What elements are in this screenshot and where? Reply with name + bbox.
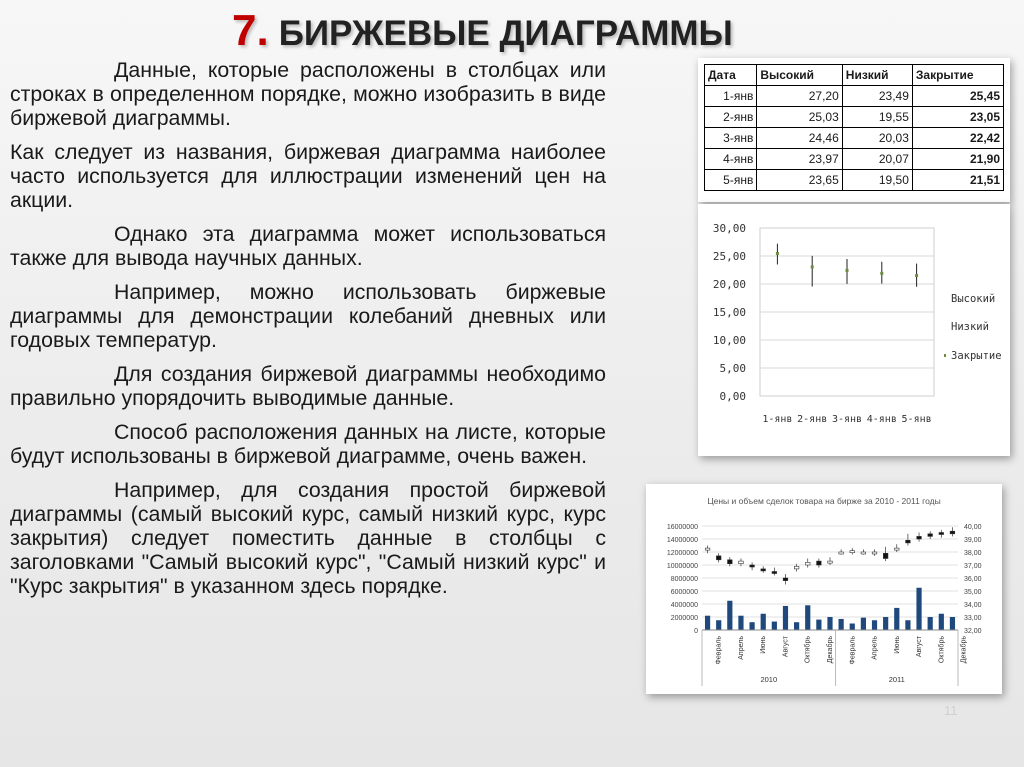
price-candle [939,533,944,535]
y-right-tick-label: 34,00 [964,602,982,609]
price-candle [705,548,710,550]
y-tick-label: 15,00 [712,306,746,319]
table-cell: 3-янв [705,128,757,149]
price-candle [950,531,955,534]
table-cell: 1-янв [705,86,757,107]
x-tick-label: 3-янв [831,414,863,425]
price-candle [716,556,721,560]
y-tick-label: 30,00 [712,222,746,235]
volume-bar [783,606,788,630]
price-candle [928,534,933,537]
table-cell: 23,97 [757,149,842,170]
price-candle [839,552,844,554]
volume-price-chart [646,484,1002,694]
volume-bar [794,622,799,630]
y-right-tick-label: 33,00 [964,615,982,622]
volume-bar [738,616,743,630]
x-tick-label: Октябрь [938,636,946,664]
paragraph: Однако эта диаграмма может использоваться также для вывода научных данных. [10,222,606,270]
y-right-tick-label: 35,00 [964,589,982,596]
volume-bar [861,618,866,630]
chart-title: Цены и объем сделок товара на бирже за 2010 - 2011 годы [707,496,941,506]
table-header-row [705,65,1004,86]
y-right-tick-label: 36,00 [964,576,982,583]
volume-bar [883,617,888,630]
stock-chart [698,204,1010,456]
x-tick-label: Февраль [849,636,857,665]
volume-bar [928,617,933,630]
x-tick-label: Август [916,636,924,658]
y-tick-label: 20,00 [712,278,746,291]
y-tick-label: 25,00 [712,250,746,263]
price-candle [817,561,822,565]
legend-label: Низкий [951,321,989,333]
y-right-tick-label: 38,00 [964,550,982,557]
x-tick-label: Август [782,636,790,658]
table-header-cell: Дата [705,65,757,86]
table-cell: 23,05 [912,107,1003,128]
price-candle [883,553,888,558]
paragraph: Для создания биржевой диаграммы необходимо правильно упорядочить выводимые данные. [10,362,606,410]
table-row [705,149,1004,170]
price-candle [739,561,744,564]
table-row [705,170,1004,191]
y-tick-label: 0,00 [719,390,746,403]
volume-bar [939,614,944,630]
legend-marker [944,354,946,357]
table-cell: 19,55 [842,107,912,128]
page-title [232,6,832,58]
x-tick-label: Июнь [893,636,901,654]
y-right-tick-label: 39,00 [964,537,982,544]
table-cell: 23,65 [757,170,842,191]
table-cell: 24,46 [757,128,842,149]
volume-bar [850,624,855,631]
legend-label: Высокий [951,293,996,305]
volume-bar [839,619,844,630]
y-left-tick-label: 12000000 [666,550,698,557]
table-row [705,128,1004,149]
paragraph: Способ расположения данных на листе, которые будут использованы в биржевой диаграмме, очень важен. [10,420,606,468]
price-candle [728,560,733,564]
x-tick-label: Апрель [871,636,879,660]
x-tick-label: 4-янв [866,414,897,425]
x-tick-label: 2-янв [797,414,828,425]
price-candle [805,562,810,565]
paragraph: Данные, которые расположены в столбцах или строках в определенном порядке, можно изобразить в виде биржевой диаграммы. [10,58,606,130]
y-left-tick-label: 10000000 [666,563,698,570]
stock-table [704,64,1004,191]
volume-bar [816,620,821,630]
x-tick-label: Декабрь [960,636,968,664]
stock-table-panel [698,58,1010,202]
table-row [705,107,1004,128]
table-cell: 23,49 [842,86,912,107]
y-tick-label: 5,00 [719,362,746,375]
close-point [811,265,814,268]
volume-bar [827,617,832,630]
y-left-tick-label: 6000000 [670,589,698,596]
x-tick-label: 5-янв [901,414,932,425]
price-candle [906,540,911,543]
title-number: 7. [232,6,269,55]
y-left-tick-label: 16000000 [666,524,698,531]
stock-chart-panel [698,204,1010,456]
price-candle [750,565,755,567]
y-tick-label: 10,00 [712,334,746,347]
table-header-cell: Высокий [757,65,842,86]
y-right-tick-label: 40,00 [964,524,982,531]
x-tick-label: Октябрь [804,636,812,664]
y-left-tick-label: 2000000 [670,615,698,622]
y-left-tick-label: 14000000 [666,537,698,544]
table-cell: 19,50 [842,170,912,191]
volume-bar [772,622,777,630]
y-left-tick-label: 4000000 [670,602,698,609]
volume-bar [894,608,899,630]
x-tick-label: Декабрь [827,636,834,664]
paragraph: Например, можно использовать биржевые диаграммы для демонстрации колебаний дневных или годовых температур. [10,280,606,352]
table-cell: 2-янв [705,107,757,128]
table-row [705,86,1004,107]
price-candle [894,548,899,550]
price-candle [772,572,777,574]
year-label: 2010 [760,675,778,684]
table-cell: 4-янв [705,149,757,170]
volume-bar [872,620,877,630]
volume-bar [727,601,732,630]
x-tick-label: Февраль [715,636,723,665]
table-cell: 25,45 [912,86,1003,107]
volume-bar [705,616,710,630]
table-cell: 21,51 [912,170,1003,191]
y-left-tick-label: 0 [694,628,698,635]
year-label: 2011 [888,675,905,684]
price-candle [783,578,788,581]
x-tick-label: Июнь [760,636,768,654]
price-candle [861,552,866,554]
table-header-cell: Низкий [842,65,912,86]
volume-bar [761,614,766,630]
page-number: 11 [944,703,958,718]
title-text: БИРЖЕВЫЕ ДИАГРАММЫ [278,14,733,53]
close-point [846,269,849,272]
y-right-tick-label: 37,00 [964,563,982,570]
table-cell: 22,42 [912,128,1003,149]
close-point [880,272,883,275]
price-candle [850,551,855,553]
body-text [10,58,606,608]
x-tick-label: Апрель [737,636,745,660]
volume-price-chart-panel [646,484,1002,694]
volume-bar [950,617,955,630]
y-left-tick-label: 8000000 [670,576,698,583]
table-cell: 25,03 [757,107,842,128]
volume-bar [916,588,921,630]
y-right-tick-label: 32,00 [964,628,982,635]
table-cell: 27,20 [757,86,842,107]
table-cell: 21,90 [912,149,1003,170]
x-tick-label: 1-янв [762,414,793,425]
paragraph: Как следует из названия, биржевая диаграмма наиболее часто используется для иллюстрации изменений цен на акции. [10,140,606,212]
table-cell: 20,07 [842,149,912,170]
price-candle [828,561,833,563]
price-candle [917,536,922,539]
volume-bar [805,605,810,630]
price-candle [761,569,766,571]
legend-label: Закрытие [951,350,1002,362]
close-point [915,274,918,277]
close-point [776,252,779,255]
table-cell: 20,03 [842,128,912,149]
table-header-cell: Закрытие [912,65,1003,86]
paragraph: Например, для создания простой биржевой диаграммы (самый высокий курс, самый низкий курс, курс закрытия) следует поместить данные в столбцы с заголовками "Самый высокий курс", "Самый низкий курс" и "Курс закрытия" в указанном здесь порядке. [10,478,606,598]
volume-bar [749,622,754,630]
price-candle [794,566,799,569]
volume-bar [716,620,721,630]
volume-bar [905,620,910,630]
price-candle [872,552,877,554]
table-cell: 5-янв [705,170,757,191]
